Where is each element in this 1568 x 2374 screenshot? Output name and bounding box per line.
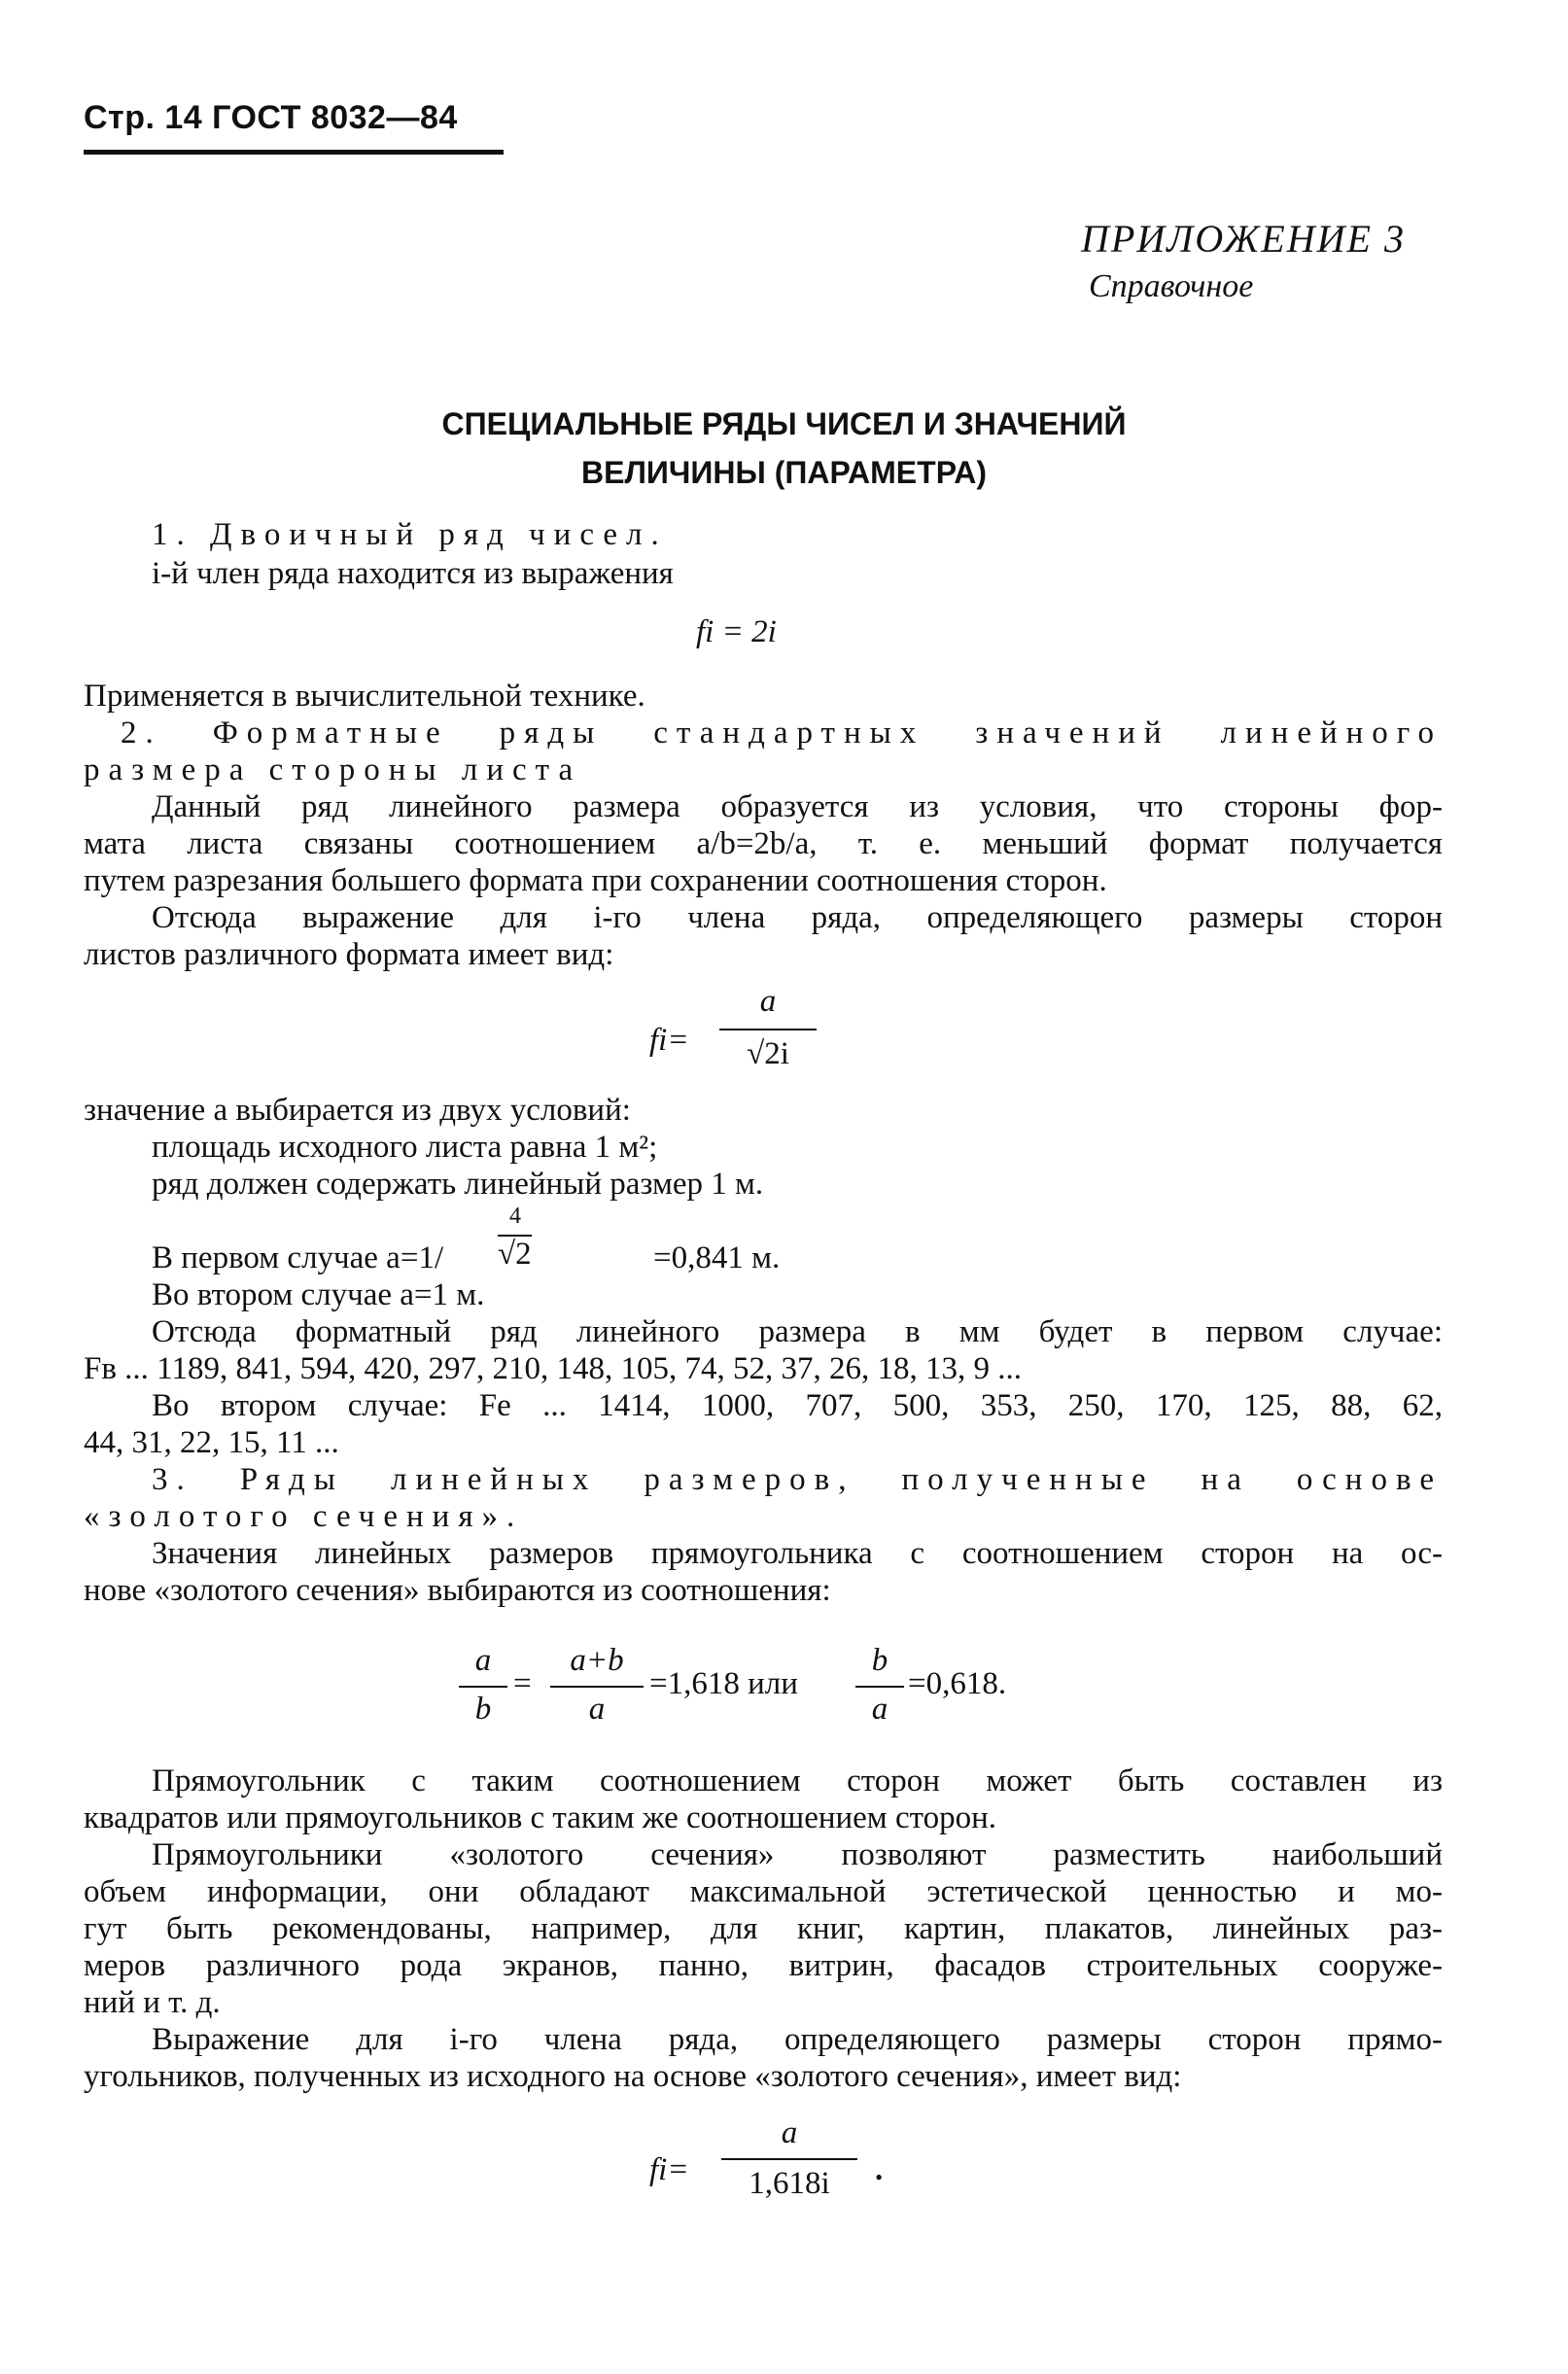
s2-formula-lhs: fi= [649, 1023, 689, 1058]
s2-cond-2: ряд должен содержать линейный размер 1 м. [152, 1167, 764, 1202]
s3-g-den-a: a [588, 1692, 606, 1727]
s2-series-1b: Fв ... 1189, 841, 594, 420, 297, 210, 148, 105, 74, 52, 37, 26, 18, 13, 9 ... [84, 1351, 1022, 1386]
s3-g-den-a2: a [871, 1692, 889, 1727]
s3-formula-tail: . [875, 2152, 884, 2187]
s2-formula-bar [719, 1029, 817, 1030]
s2-case1-root: √2 [498, 1237, 532, 1272]
s2-p1-2: мата листа связаны соотношением a/b=2b/a, т. е. меньший формат получается [84, 826, 1443, 861]
s2-cond-1: площадь исходного листа равна 1 м²; [152, 1130, 658, 1165]
s1-heading: 1. Двоичный ряд чисел. [152, 517, 668, 552]
s2-formula-denominator: √2i [747, 1036, 789, 1071]
s3-formula-bar [721, 2158, 857, 2160]
s3-g-num-b: b [871, 1643, 889, 1678]
s3-p3-1: Прямоугольники «золотого сечения» позволяют разместить наибольший [152, 1837, 1443, 1872]
s3-heading-1: 3. Ряды линейных размеров, полученные на основе [152, 1462, 1443, 1497]
s2-formula-numerator: a [759, 984, 777, 1019]
appendix-note: Справочное [1089, 268, 1254, 304]
s3-g-num-a: a [474, 1643, 492, 1678]
section-title-line-2: ВЕЛИЧИНЫ (ПАРАМЕТРА) [581, 455, 987, 490]
s2-root-index: 4 [509, 1204, 521, 1229]
page-header: Стр. 14 ГОСТ 8032—84 [84, 99, 458, 136]
s2-heading-2: размера стороны листа [84, 752, 582, 787]
s3-g-den-b: b [474, 1692, 492, 1727]
s3-p3-3: гут быть рекомендованы, например, для книг, картин, плакатов, линейных раз- [84, 1911, 1443, 1946]
s3-formula-denominator: 1,618i [749, 2166, 830, 2201]
s3-g-num-apb: a+b [570, 1643, 624, 1678]
s2-case2: Во втором случае a=1 м. [152, 1277, 485, 1312]
s3-p2-2: квадратов или прямоугольников с таким же соотношением сторон. [84, 1800, 996, 1835]
s2-series-2a: Во втором случае: Fе ... 1414, 1000, 707, 500, 353, 250, 170, 125, 88, 62, [152, 1388, 1443, 1423]
s3-heading-2: «золотого сечения». [84, 1499, 524, 1534]
s3-p2-1: Прямоугольник с таким соотношением сторон может быть составлен из [152, 1763, 1443, 1798]
s1-intro: i-й член ряда находится из выражения [152, 556, 674, 591]
s2-p2-1: Отсюда выражение для i-го члена ряда, определяющего размеры сторон [152, 900, 1443, 935]
s2-series-2b: 44, 31, 22, 15, 11 ... [84, 1425, 339, 1460]
s3-formula-numerator: a [781, 2115, 798, 2150]
s1-applied: Применяется в вычислительной технике. [84, 679, 645, 714]
appendix-label: ПРИЛОЖЕНИЕ 3 [1081, 217, 1406, 261]
s2-p2-2: листов различного формата имеет вид: [84, 937, 614, 972]
header-rule [84, 150, 504, 155]
s2-p1-1: Данный ряд линейного размера образуется из условия, что стороны фор- [152, 789, 1443, 824]
s2-series-1a: Отсюда форматный ряд линейного размера в мм будет в первом случае: [152, 1314, 1443, 1349]
s3-p4-1: Выражение для i-го члена ряда, определяющего размеры сторон прямо- [152, 2022, 1443, 2057]
s3-g-bar-3 [855, 1686, 904, 1688]
s3-p3-4: меров различного рода экранов, панно, витрин, фасадов строительных сооруже- [84, 1948, 1443, 1983]
s3-p1-1: Значения линейных размеров прямоугольника с соотношением сторон на ос- [152, 1536, 1443, 1571]
s3-g-value-2: =0,618. [908, 1666, 1007, 1701]
s3-g-value-1: =1,618 или [649, 1666, 798, 1701]
s1-formula: fi = 2i [696, 614, 777, 649]
s3-g-equals: = [513, 1666, 532, 1701]
s2-p1-3: путем разрезания большего формата при сохранении соотношения сторон. [84, 863, 1107, 898]
s3-p1-2: нове «золотого сечения» выбираются из соотношения: [84, 1573, 831, 1608]
s2-cond-intro: значение a выбирается из двух условий: [84, 1093, 631, 1128]
s3-g-bar-1 [459, 1686, 507, 1688]
s3-p3-5: ний и т. д. [84, 1985, 221, 2020]
s2-case1: В первом случае a=1/ [152, 1240, 444, 1275]
s3-g-bar-2 [550, 1686, 644, 1688]
s3-formula-lhs: fi= [649, 2152, 689, 2187]
s2-case1-value: =0,841 м. [653, 1240, 781, 1275]
s3-p4-2: угольников, полученных из исходного на основе «золотого сечения», имеет вид: [84, 2059, 1182, 2094]
s2-heading-1: 2. Форматные ряды стандартных значений линейного [121, 716, 1443, 751]
section-title-line-1: СПЕЦИАЛЬНЫЕ РЯДЫ ЧИСЕЛ И ЗНАЧЕНИЙ [441, 406, 1127, 441]
s3-p3-2: объем информации, они обладают максимальной эстетической ценностью и мо- [84, 1874, 1443, 1909]
